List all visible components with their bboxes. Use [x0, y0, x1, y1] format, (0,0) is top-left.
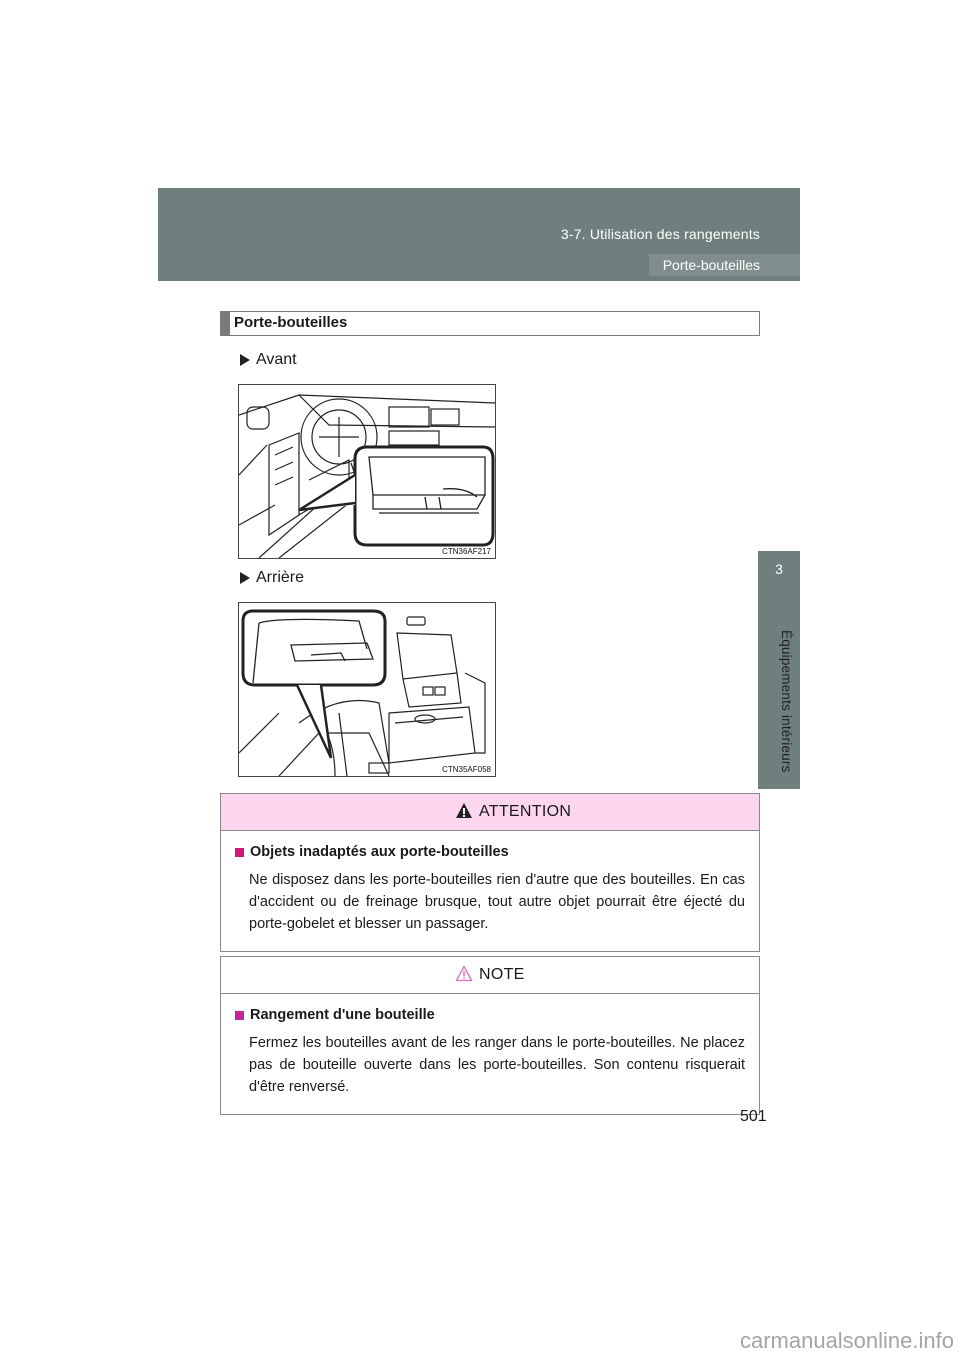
- attention-item-title-text: Objets inadaptés aux porte-bouteilles: [250, 844, 509, 860]
- figure-code: CTN35AF058: [442, 765, 491, 774]
- section-title: [220, 311, 760, 336]
- chapter-number: 3: [775, 561, 783, 577]
- caution-outline-icon: [455, 965, 473, 982]
- note-item-title-text: Rangement d'une bouteille: [250, 1007, 435, 1023]
- figure-front-bottle-holder: [238, 384, 496, 559]
- figure-rear-bottle-holder: [238, 602, 496, 777]
- note-label: NOTE: [479, 966, 525, 983]
- attention-label: ATTENTION: [479, 803, 572, 820]
- subsection-title: Porte-bouteilles: [649, 254, 800, 276]
- figure-heading-text: Arrière: [256, 569, 305, 586]
- square-bullet-icon: [235, 1011, 244, 1020]
- triangle-bullet-icon: [240, 572, 250, 584]
- attention-header: [221, 794, 759, 831]
- note-body: [221, 994, 759, 1114]
- attention-item-title: [235, 841, 745, 863]
- attention-box: [220, 793, 760, 952]
- figure-heading-text: Avant: [256, 351, 297, 368]
- chapter-tab-label: Équipements intérieurs: [779, 630, 794, 773]
- page-header: [158, 188, 800, 281]
- page-number: 501: [740, 1108, 767, 1125]
- chapter-title: 3-7. Utilisation des rangements: [560, 226, 760, 242]
- figure-heading-front: [240, 351, 297, 369]
- rear-interior-illustration: [239, 603, 495, 776]
- note-item-title: [235, 1004, 745, 1026]
- watermark: carmanualsonline.info: [739, 1328, 954, 1353]
- triangle-bullet-icon: [240, 354, 250, 366]
- note-box: [220, 956, 760, 1115]
- figure-code: CTN36AF217: [442, 547, 491, 556]
- figure-heading-rear: [240, 569, 304, 587]
- attention-text: Ne disposez dans les porte-bouteilles rien d'autre que des bouteilles. En cas d'accident ou de freinage brusque, tout autre objet pourrait être éjecté du porte-gobelet et blesser un passager.: [249, 872, 745, 932]
- square-bullet-icon: [235, 848, 244, 857]
- section-title-text: Porte-bouteilles: [234, 314, 348, 331]
- warning-icon: [455, 802, 473, 819]
- note-text: Fermez les bouteilles avant de les ranger dans le porte-bouteilles. Ne placez pas de bouteille ouverte dans les porte-bouteilles. Son contenu risquerait d'être renversé.: [249, 1035, 745, 1095]
- note-header: [221, 957, 759, 994]
- section-title-bar: [221, 312, 230, 335]
- attention-body: [221, 831, 759, 951]
- front-interior-illustration: [239, 385, 495, 558]
